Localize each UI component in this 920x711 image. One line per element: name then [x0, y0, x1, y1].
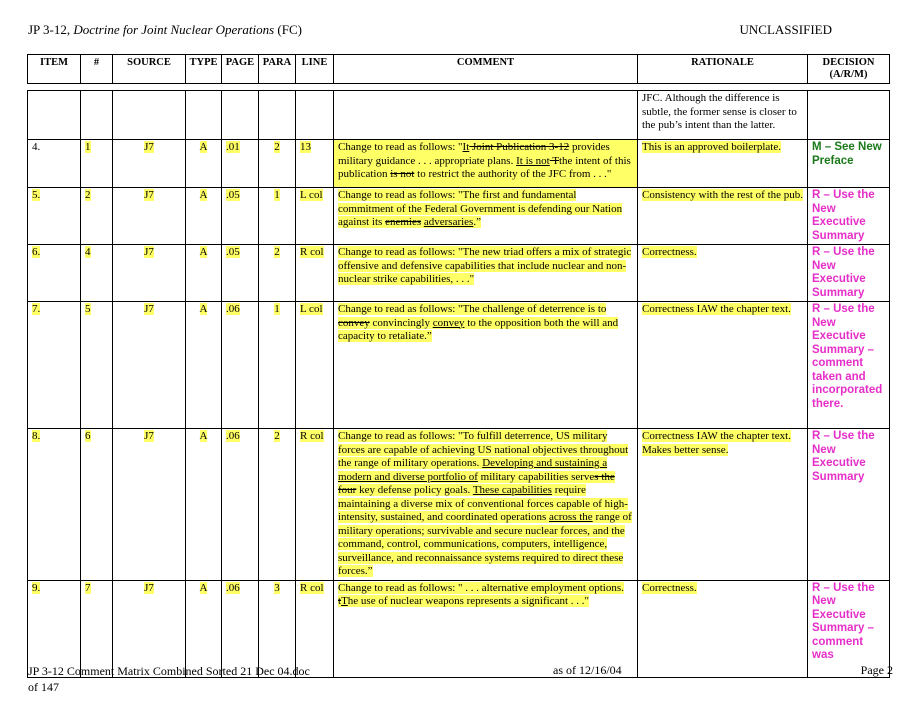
comment-cell: Change to read as follows: "The new triad offers a mix of strategic offensive and defensive capabilities that include nuclear and non-nuclear strike capabilities, . . .": [334, 245, 638, 302]
table-row: [28, 245, 890, 302]
num-cell: 1: [81, 140, 113, 188]
col-decision: DECISION (A/R/M): [808, 55, 890, 84]
decision-cell: R – Use the New Executive Summary: [808, 429, 890, 581]
num-cell: 7: [81, 580, 113, 677]
footer-page-number: Page 2: [860, 663, 893, 677]
col-para: PARA: [259, 55, 296, 84]
num-cell: 4: [81, 245, 113, 302]
col-type: TYPE: [186, 55, 222, 84]
type-cell: A: [186, 188, 222, 245]
column-header-table: [27, 54, 890, 84]
para-cell: 2: [259, 140, 296, 188]
table-row: [28, 188, 890, 245]
table-row: [28, 140, 890, 188]
source-cell: J7: [113, 245, 186, 302]
page-cell: .06: [222, 302, 259, 429]
rationale-cell: Consistency with the rest of the pub.: [638, 188, 808, 245]
item-cell: 8.: [28, 429, 81, 581]
page-cell: .05: [222, 245, 259, 302]
item-cell: 4.: [28, 140, 81, 188]
comment-cell: Change to read as follows: "To fulfill deterrence, US military forces are capable of achieving US national objectives throughout the range of military operations. Developing and sustaining a modern and diverse portfolio of military capabilities serves the four key defense policy goals. These capabilities require maintaining a diverse mix of conventional forces capable of high-intensity, sustained, and coordinated operations across the range of military operations; survivable and secure nuclear forces, and the command, control, communications, computers, intelligence, surveillance, and reconnaissance systems required to direct these forces.”: [334, 429, 638, 581]
decision-cell: R – Use the New Executive Summary – comment taken and incorporated there.: [808, 302, 890, 429]
col-rationale: RATIONALE: [638, 55, 808, 84]
col-comment: COMMENT: [334, 55, 638, 84]
rationale-cell: Correctness IAW the chapter text. Makes better sense.: [638, 429, 808, 581]
type-cell: A: [186, 302, 222, 429]
col-page: PAGE: [222, 55, 259, 84]
col-source: SOURCE: [113, 55, 186, 84]
decision-cell: R – Use the New Executive Summary: [808, 245, 890, 302]
item-cell: 9.: [28, 580, 81, 677]
num-cell: 6: [81, 429, 113, 581]
line-cell: R col: [296, 245, 334, 302]
comment-cell: Change to read as follows: "The challenge of deterrence is to convey convincingly convey to the opposition both the will and capacity to retaliate.”: [334, 302, 638, 429]
rationale-cell: Correctness.: [638, 580, 808, 677]
comment-matrix-table: [27, 90, 890, 678]
source-cell: J7: [113, 140, 186, 188]
page-cell: .05: [222, 188, 259, 245]
para-cell: 2: [259, 429, 296, 581]
decision-cell: M – See New Preface: [808, 140, 890, 188]
line-cell: L col: [296, 302, 334, 429]
line-cell: R col: [296, 580, 334, 677]
page-cell: .01: [222, 140, 259, 188]
type-cell: A: [186, 140, 222, 188]
type-cell: A: [186, 580, 222, 677]
para-cell: 1: [259, 302, 296, 429]
para-cell: 1: [259, 188, 296, 245]
footer-filename: JP 3-12 Comment Matrix Combined Sorted 21 Dec 04.doc of 147: [28, 664, 310, 694]
page-cell: .06: [222, 429, 259, 581]
item-cell: 5.: [28, 188, 81, 245]
footer-date: as of 12/16/04: [553, 663, 622, 677]
line-cell: L col: [296, 188, 334, 245]
table-row: [28, 302, 890, 429]
col-item: ITEM: [28, 55, 81, 84]
rationale-cell: Correctness.: [638, 245, 808, 302]
line-cell: R col: [296, 429, 334, 581]
para-cell: 2: [259, 245, 296, 302]
rationale-cell: This is an approved boilerplate.: [638, 140, 808, 188]
rationale-cell: Correctness IAW the chapter text.: [638, 302, 808, 429]
line-cell: 13: [296, 140, 334, 188]
source-cell: J7: [113, 580, 186, 677]
col-num: #: [81, 55, 113, 84]
rationale-cell: JFC. Although the difference is subtle, the former sense is closer to the pub’s intent than the latter.: [638, 91, 808, 140]
table-row: [28, 429, 890, 581]
comment-cell: Change to read as follows: "It Joint Publication 3-12 provides military guidance . . . appropriate plans. It is not Tthe intent of this publication is not to restrict the authority of the JFC from . . .": [334, 140, 638, 188]
classification-label: UNCLASSIFIED: [739, 22, 832, 37]
source-cell: J7: [113, 302, 186, 429]
source-cell: J7: [113, 429, 186, 581]
decision-cell: R – Use the New Executive Summary – comment was: [808, 580, 890, 677]
col-line: LINE: [296, 55, 334, 84]
comment-cell: Change to read as follows: "The first and fundamental commitment of the Federal Government is defending our Nation against its enemies adversaries.”: [334, 188, 638, 245]
num-cell: 5: [81, 302, 113, 429]
table-row: [28, 91, 890, 140]
item-cell: 7.: [28, 302, 81, 429]
page-cell: .06: [222, 580, 259, 677]
type-cell: A: [186, 245, 222, 302]
num-cell: 2: [81, 188, 113, 245]
para-cell: 3: [259, 580, 296, 677]
document-title: JP 3-12, Doctrine for Joint Nuclear Operations (FC): [28, 22, 302, 37]
type-cell: A: [186, 429, 222, 581]
source-cell: J7: [113, 188, 186, 245]
comment-cell: Change to read as follows: " . . . alternative employment options. tThe use of nuclear weapons represents a significant . . .": [334, 580, 638, 677]
decision-cell: R – Use the New Executive Summary: [808, 188, 890, 245]
item-cell: 6.: [28, 245, 81, 302]
